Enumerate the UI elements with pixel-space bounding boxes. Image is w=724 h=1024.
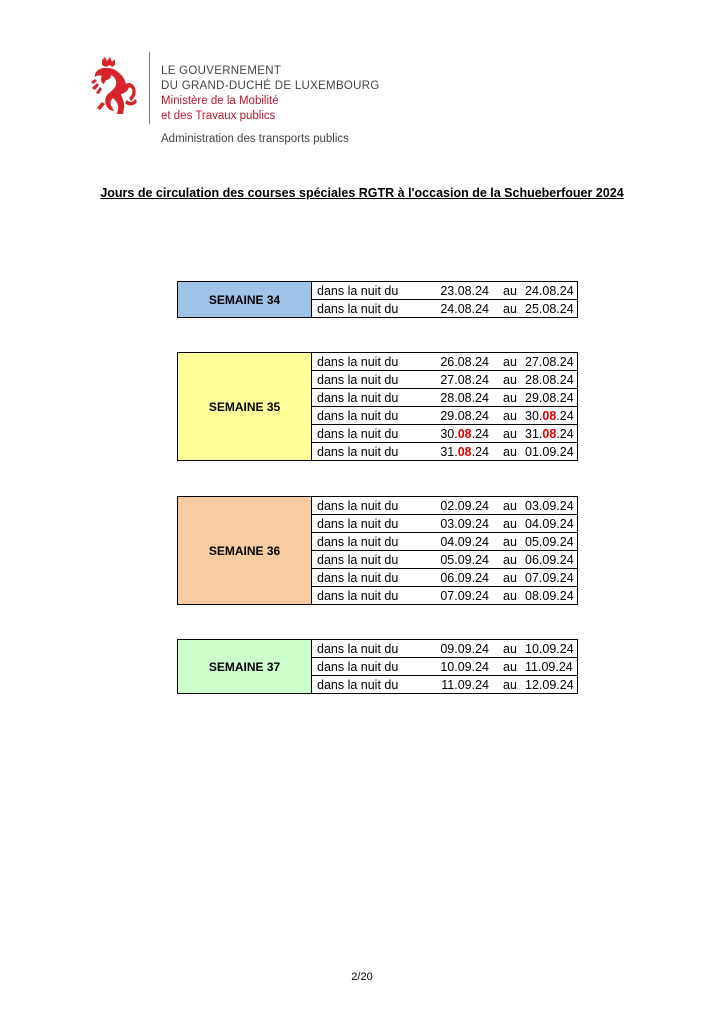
night-text: dans la nuit du (312, 407, 428, 425)
end-date (525, 551, 578, 569)
date-part: .24 (471, 444, 489, 459)
au-text: au (503, 300, 525, 318)
week-label: SEMAINE 35 (178, 353, 312, 461)
highlighted-month: 08 (542, 426, 557, 441)
au-text: au (503, 353, 525, 371)
date-text: 01.09.24 (525, 444, 574, 459)
end-date (525, 587, 578, 605)
date-text: 06.09.24 (525, 552, 574, 567)
end-date (525, 425, 578, 443)
start-date (427, 389, 503, 407)
au-text: au (503, 282, 525, 300)
date-text: 28.08.24 (440, 390, 489, 405)
start-date (427, 282, 503, 300)
ministry-line1: Ministère de la Mobilité (161, 95, 279, 107)
au-text: au (503, 389, 525, 407)
date-text: 10.09.24 (525, 641, 574, 656)
end-date (525, 497, 578, 515)
end-date (525, 389, 578, 407)
week-label: SEMAINE 37 (178, 640, 312, 694)
au-text: au (503, 533, 525, 551)
header-divider (149, 52, 150, 124)
table-row (178, 282, 578, 300)
night-text: dans la nuit du (312, 443, 428, 461)
date-text: 02.09.24 (440, 498, 489, 513)
night-text: dans la nuit du (312, 587, 428, 605)
date-text: 05.09.24 (440, 552, 489, 567)
table-row (178, 353, 578, 371)
gov-line1: LE GOUVERNEMENT (161, 65, 282, 77)
start-date (427, 676, 503, 694)
date-text: 03.09.24 (525, 498, 574, 513)
night-text: dans la nuit du (312, 658, 428, 676)
end-date (525, 282, 578, 300)
start-date (427, 407, 503, 425)
date-text: 23.08.24 (440, 283, 489, 298)
au-text: au (503, 676, 525, 694)
date-text: 04.09.24 (440, 534, 489, 549)
date-text: 03.09.24 (440, 516, 489, 531)
date-text: 07.09.24 (525, 570, 574, 585)
date-part: .24 (556, 426, 574, 441)
night-text: dans la nuit du (312, 389, 428, 407)
date-text: 29.08.24 (440, 408, 489, 423)
date-text: 11.09.24 (441, 677, 489, 692)
date-part: 30. (440, 426, 458, 441)
date-text: 24.08.24 (525, 283, 574, 298)
end-date (525, 676, 578, 694)
end-date (525, 300, 578, 318)
start-date (427, 371, 503, 389)
end-date (525, 515, 578, 533)
date-part: 30. (525, 408, 543, 423)
document-title: Jours de circulation des courses spéciales RGTR à l'occasion de la Schueberfouer 2024 (100, 186, 624, 200)
end-date (525, 353, 578, 371)
night-text: dans la nuit du (312, 353, 428, 371)
table-row (178, 640, 578, 658)
au-text: au (503, 407, 525, 425)
au-text: au (503, 640, 525, 658)
au-text: au (503, 587, 525, 605)
night-text: dans la nuit du (312, 300, 428, 318)
date-part: .24 (471, 426, 489, 441)
date-part: 31. (440, 444, 458, 459)
highlighted-month: 08 (457, 426, 472, 441)
night-text: dans la nuit du (312, 425, 428, 443)
night-text: dans la nuit du (312, 282, 428, 300)
lion-coat-of-arms-icon (88, 56, 138, 116)
au-text: au (503, 497, 525, 515)
date-part: .24 (556, 408, 574, 423)
night-text: dans la nuit du (312, 551, 428, 569)
start-date (427, 425, 503, 443)
start-date (427, 443, 503, 461)
date-part: 31. (525, 426, 543, 441)
start-date (427, 551, 503, 569)
end-date (525, 569, 578, 587)
end-date (525, 407, 578, 425)
page-number: 2/20 (351, 971, 373, 983)
start-date (427, 587, 503, 605)
week-label: SEMAINE 34 (178, 282, 312, 318)
start-date (427, 640, 503, 658)
au-text: au (503, 371, 525, 389)
start-date (427, 515, 503, 533)
date-text: 05.09.24 (525, 534, 574, 549)
date-text: 09.09.24 (440, 641, 489, 656)
date-text: 24.08.24 (440, 301, 489, 316)
date-text: 29.08.24 (525, 390, 574, 405)
au-text: au (503, 551, 525, 569)
night-text: dans la nuit du (312, 676, 428, 694)
end-date (525, 640, 578, 658)
week-label: SEMAINE 36 (178, 497, 312, 605)
start-date (427, 533, 503, 551)
date-text: 11.09.24 (525, 659, 573, 674)
date-text: 07.09.24 (440, 588, 489, 603)
date-text: 06.09.24 (440, 570, 489, 585)
highlighted-month: 08 (542, 408, 557, 423)
date-text: 12.09.24 (525, 677, 574, 692)
date-text: 28.08.24 (525, 372, 574, 387)
night-text: dans la nuit du (312, 497, 428, 515)
week-table (177, 496, 578, 605)
week-table (177, 281, 578, 318)
night-text: dans la nuit du (312, 515, 428, 533)
organization-block (161, 64, 380, 124)
date-text: 04.09.24 (525, 516, 574, 531)
night-text: dans la nuit du (312, 569, 428, 587)
end-date (525, 658, 578, 676)
date-text: 25.08.24 (525, 301, 574, 316)
night-text: dans la nuit du (312, 640, 428, 658)
date-text: 27.08.24 (440, 372, 489, 387)
au-text: au (503, 658, 525, 676)
date-text: 26.08.24 (440, 354, 489, 369)
table-row (178, 497, 578, 515)
administration-name: Administration des transports publics (161, 133, 349, 145)
start-date (427, 353, 503, 371)
night-text: dans la nuit du (312, 533, 428, 551)
week-table (177, 352, 578, 461)
highlighted-month: 08 (457, 444, 472, 459)
date-text: 27.08.24 (525, 354, 574, 369)
night-text: dans la nuit du (312, 371, 428, 389)
gov-line2: DU GRAND-DUCHÉ DE LUXEMBOURG (161, 80, 380, 92)
date-text: 10.09.24 (440, 659, 489, 674)
au-text: au (503, 569, 525, 587)
end-date (525, 533, 578, 551)
au-text: au (503, 425, 525, 443)
ministry-line2: et des Travaux publics (161, 110, 276, 122)
start-date (427, 497, 503, 515)
date-text: 08.09.24 (525, 588, 574, 603)
end-date (525, 443, 578, 461)
start-date (427, 569, 503, 587)
end-date (525, 371, 578, 389)
week-table (177, 639, 578, 694)
au-text: au (503, 443, 525, 461)
au-text: au (503, 515, 525, 533)
start-date (427, 300, 503, 318)
start-date (427, 658, 503, 676)
